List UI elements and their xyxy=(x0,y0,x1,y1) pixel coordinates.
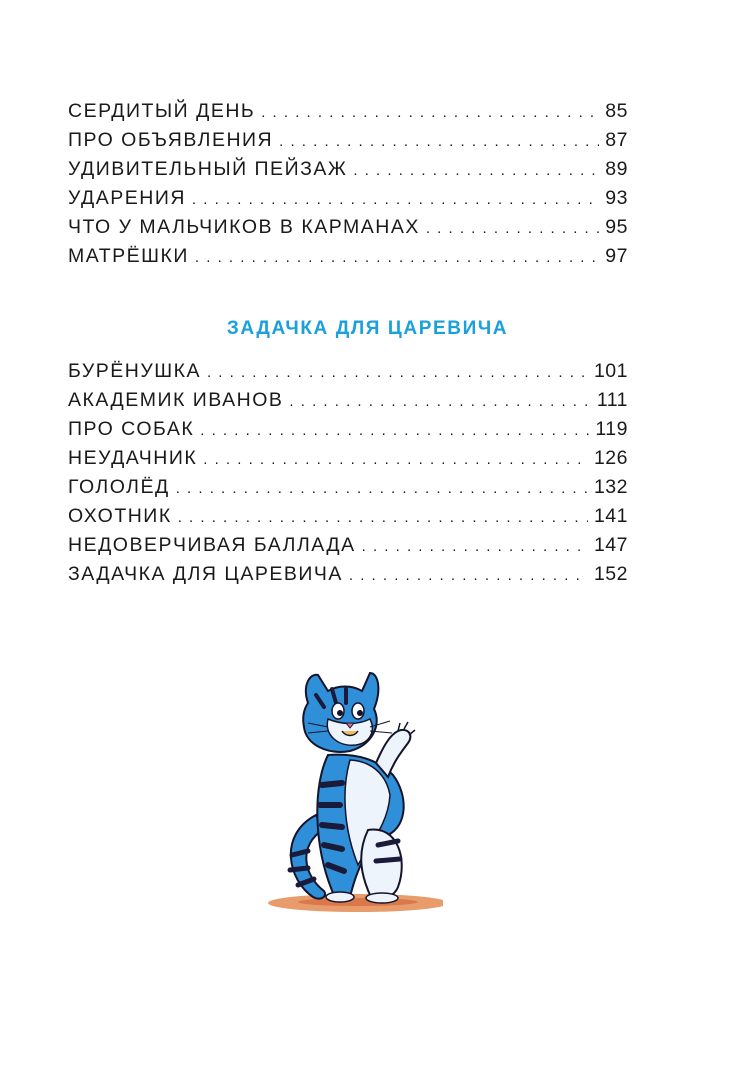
toc-leader-dots xyxy=(289,387,590,416)
toc-entry-page: 89 xyxy=(605,158,628,180)
toc-leader-dots xyxy=(349,561,588,590)
toc-entry-page: 93 xyxy=(605,187,628,209)
toc-entry-page: 97 xyxy=(605,245,628,267)
toc-entry[interactable] xyxy=(68,242,628,271)
striped-cat-icon xyxy=(258,665,443,920)
toc-entry-title: ПРО ОБЪЯВЛЕНИЯ xyxy=(68,129,274,151)
toc-entry-page: 87 xyxy=(605,129,628,151)
toc-entry-page: 119 xyxy=(595,418,628,440)
toc-entry-title: ЧТО У МАЛЬЧИКОВ В КАРМАНАХ xyxy=(68,216,420,238)
section-heading: ЗАДАЧКА ДЛЯ ЦАРЕВИЧА xyxy=(226,318,509,339)
toc-leader-dots xyxy=(207,358,588,387)
toc-entry-title: НЕУДАЧНИК xyxy=(68,447,198,469)
toc-entry-title: МАТРЁШКИ xyxy=(68,245,189,267)
toc-entry[interactable] xyxy=(68,444,628,473)
toc-entry[interactable] xyxy=(68,126,628,155)
toc-entry-title: УДИВИТЕЛЬНЫЙ ПЕЙЗАЖ xyxy=(68,158,348,180)
toc-leader-dots xyxy=(200,416,589,445)
toc-entry[interactable] xyxy=(68,560,628,589)
toc-entry[interactable] xyxy=(68,473,628,502)
toc-entry-page: 141 xyxy=(593,505,628,527)
toc-list-first xyxy=(68,97,628,271)
toc-entry[interactable] xyxy=(68,97,628,126)
toc-leader-dots xyxy=(353,156,599,185)
toc-leader-dots xyxy=(261,98,599,127)
toc-entry-page: 126 xyxy=(593,447,628,469)
toc-entry-title: НЕДОВЕРЧИВАЯ БАЛЛАДА xyxy=(68,534,356,556)
toc-entry-title: БУРЁНУШКА xyxy=(68,360,201,382)
toc-entry-title: СЕРДИТЫЙ ДЕНЬ xyxy=(68,100,256,122)
toc-entry-page: 152 xyxy=(593,563,628,585)
toc-entry-title: ПРО СОБАК xyxy=(68,418,195,440)
toc-leader-dots xyxy=(195,243,599,272)
toc-entry[interactable] xyxy=(68,415,628,444)
toc-leader-dots xyxy=(279,127,599,156)
toc-entry-page: 95 xyxy=(605,216,628,238)
toc-entry[interactable] xyxy=(68,213,628,242)
toc-entry[interactable] xyxy=(68,184,628,213)
toc-entry[interactable] xyxy=(68,386,628,415)
toc-entry-page: 111 xyxy=(596,389,628,411)
toc-leader-dots xyxy=(362,532,588,561)
toc-entry-title: ГОЛОЛЁД xyxy=(68,476,170,498)
toc-leader-dots xyxy=(426,214,599,243)
toc-entry-title: ОХОТНИК xyxy=(68,505,172,527)
toc-entry-title: УДАРЕНИЯ xyxy=(68,187,186,209)
toc-entry-page: 147 xyxy=(593,534,628,556)
toc-list-second xyxy=(68,357,628,589)
toc-entry[interactable] xyxy=(68,502,628,531)
toc-entry-title: ЗАДАЧКА ДЛЯ ЦАРЕВИЧА xyxy=(68,563,343,585)
toc-entry-page: 132 xyxy=(593,476,628,498)
toc-entry[interactable] xyxy=(68,155,628,184)
cat-raised-paw xyxy=(376,730,410,777)
toc-entry[interactable] xyxy=(68,357,628,386)
toc-leader-dots xyxy=(176,474,588,503)
toc-leader-dots xyxy=(178,503,588,532)
toc-leader-dots xyxy=(203,445,588,474)
toc-entry-page: 101 xyxy=(593,360,628,382)
toc-entry-title: АКАДЕМИК ИВАНОВ xyxy=(68,389,284,411)
toc-entry-page: 85 xyxy=(605,100,628,122)
toc-leader-dots xyxy=(192,185,599,214)
toc-entry[interactable] xyxy=(68,531,628,560)
